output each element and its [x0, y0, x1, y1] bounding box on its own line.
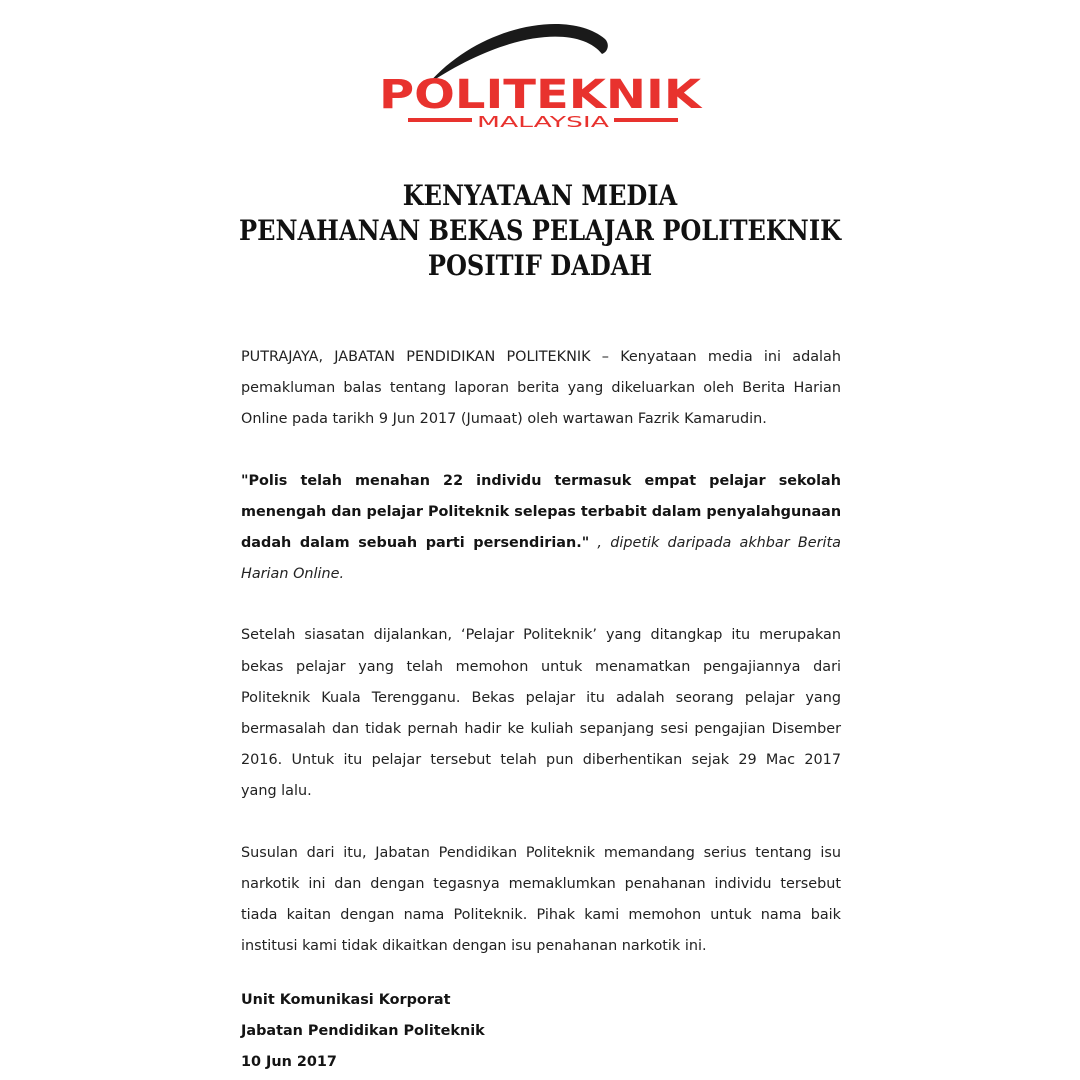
- logo-right-bar: [614, 118, 678, 122]
- paragraph-line: narkotik ini dan dengan tegasnya memaklumkan penahanan individu tersebut: [241, 875, 841, 892]
- logo-graphic: [370, 14, 710, 134]
- paragraph-line: Online pada tarikh 9 Jun 2017 (Jumaat) oleh wartawan Fazrik Kamarudin.: [241, 411, 767, 428]
- paragraph-line: 2016. Untuk itu pelajar tersebut telah pun diberhentikan sejak 29 Mac 2017: [241, 752, 841, 769]
- signature-department: Jabatan Pendidikan Politeknik: [241, 1023, 485, 1039]
- paragraph-line: PUTRAJAYA, JABATAN PENDIDIKAN POLITEKNIK – Kenyataan media ini adalah: [241, 349, 841, 365]
- paragraph-line: pemakluman balas tentang laporan berita yang dikeluarkan oleh Berita Harian: [241, 380, 841, 397]
- quote-line-mixed: [241, 528, 841, 559]
- paragraph-line: bekas pelajar yang telah memohon untuk menamatkan pengajiannya dari: [241, 658, 841, 675]
- logo-left-bar: [408, 118, 472, 122]
- quote-line: dadah dalam sebuah parti persendirian.": [241, 535, 590, 552]
- paragraph-quote: [241, 466, 841, 591]
- logo-brand-text: POLITEKNIK: [379, 72, 704, 118]
- signature-unit: Unit Komunikasi Korporat: [241, 992, 451, 1008]
- paragraph-line: tiada kaitan dengan nama Politeknik. Pihak kami memohon untuk nama baik: [241, 907, 841, 924]
- politeknik-malaysia-logo: [370, 14, 710, 134]
- paragraph-investigation: [241, 620, 841, 807]
- signature-block: [241, 985, 485, 1078]
- paragraph-line: bermasalah dan tidak pernah hadir ke kuliah sepanjang sesi pengajian Disember: [241, 721, 841, 738]
- paragraph-line: Politeknik Kuala Terengganu. Bekas pelajar itu adalah seorang pelajar yang: [241, 689, 841, 706]
- paragraph-statement: [241, 838, 841, 963]
- paragraph-line: institusi kami tidak dikaitkan dengan isu penahanan narkotik ini.: [241, 938, 707, 955]
- press-release-body: [241, 342, 841, 992]
- logo-country-text: MALAYSIA: [477, 113, 611, 131]
- paragraph-intro: [241, 342, 841, 436]
- title-line-1: KENYATAAN MEDIA: [402, 179, 678, 212]
- title-line-2: PENAHANAN BEKAS PELAJAR POLITEKNIK: [238, 214, 842, 247]
- title-line-3: POSITIF DADAH: [427, 249, 653, 282]
- signature-date: 10 Jun 2017: [241, 1054, 337, 1070]
- paragraph-line: yang lalu.: [241, 783, 312, 800]
- quote-line: menengah dan pelajar Politeknik selepas terbabit dalam penyalahgunaan: [241, 503, 842, 520]
- quote-source: , dipetik daripada akhbar Berita: [589, 535, 841, 552]
- paragraph-line: Susulan dari itu, Jabatan Pendidikan Politeknik memandang serius tentang isu: [241, 844, 841, 861]
- paragraph-line: Setelah siasatan dijalankan, ‘Pelajar Politeknik’ yang ditangkap itu merupakan: [241, 627, 841, 644]
- quote-line: "Polis telah menahan 22 individu termasuk empat pelajar sekolah: [241, 472, 841, 489]
- press-release-title: [205, 178, 876, 283]
- quote-source-end: Harian Online.: [241, 566, 345, 583]
